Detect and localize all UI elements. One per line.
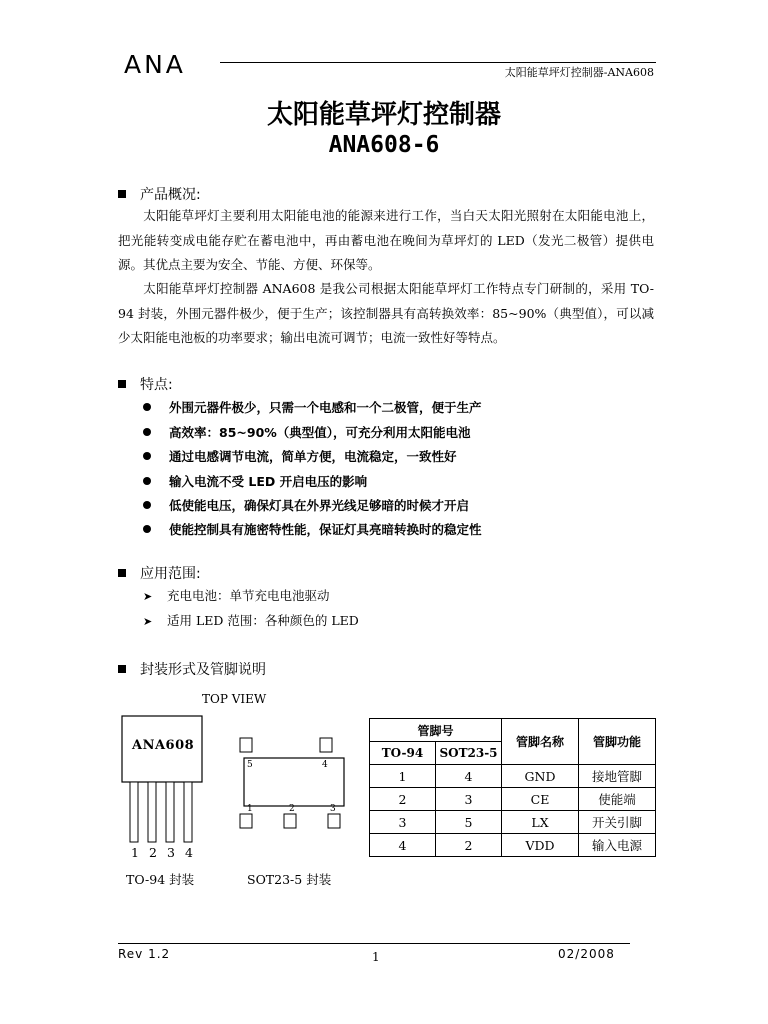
- cell-sot23: 2: [436, 834, 502, 857]
- cell-sot23: 5: [436, 811, 502, 834]
- sot23-body: [244, 758, 344, 806]
- feature-item: 通过电感调节电流，简单方便，电流稳定，一致性好: [143, 447, 457, 465]
- header-doc-ref: 太阳能草坪灯控制器-ANA608: [504, 66, 654, 79]
- feature-item: 低使能电压，确保灯具在外界光线足够暗的时候才开启: [143, 496, 469, 514]
- document-title: 太阳能草坪灯控制器: [266, 100, 501, 130]
- square-bullet-icon: [118, 380, 126, 388]
- sot23-lead: [284, 814, 296, 828]
- feature-item: 外围元器件极少，只需一个电感和一个二极管，便于生产: [143, 398, 482, 416]
- sot23-lead: [240, 738, 252, 752]
- cell-to94: 3: [370, 811, 436, 834]
- bullet-dot-icon: [143, 477, 151, 485]
- cell-pin-name: LX: [502, 811, 579, 834]
- cell-pin-function: 接地管脚: [579, 765, 656, 788]
- cell-pin-function: 开关引脚: [579, 811, 656, 834]
- to94-pin-number: 3: [167, 845, 175, 860]
- to94-caption: TO-94 封装: [126, 872, 195, 887]
- table-header-pin-function: 管脚功能: [579, 719, 656, 765]
- sot23-package-drawing: [232, 730, 352, 842]
- sot23-lead: [328, 814, 340, 828]
- footer-revision: Rev 1.2: [118, 947, 171, 961]
- to94-lead: [184, 782, 192, 842]
- to94-lead: [130, 782, 138, 842]
- bullet-dot-icon: [143, 501, 151, 509]
- table-header-sot23: SOT23-5: [436, 742, 502, 765]
- sot23-pin-label: 2: [289, 804, 295, 814]
- cell-sot23: 3: [436, 788, 502, 811]
- to94-pin-number: 2: [149, 845, 157, 860]
- cell-sot23: 4: [436, 765, 502, 788]
- square-bullet-icon: [118, 665, 126, 673]
- table-header-row: [370, 719, 656, 742]
- table-header-pin-name: 管脚名称: [502, 719, 579, 765]
- application-item: ➤ 充电电池：单节充电电池驱动: [143, 588, 330, 603]
- table-row: [370, 788, 656, 811]
- sot23-pin-label: 5: [247, 760, 253, 770]
- feature-item: 使能控制具有施密特性能，保证灯具亮暗转换时的稳定性: [143, 520, 482, 538]
- cell-pin-name: VDD: [502, 834, 579, 857]
- table-row: [370, 834, 656, 857]
- cell-to94: 1: [370, 765, 436, 788]
- bullet-dot-icon: [143, 452, 151, 460]
- table-row: [370, 765, 656, 788]
- company-logo: ANA: [124, 50, 186, 79]
- section-applications-heading: 应用范围:: [118, 563, 201, 583]
- to94-lead: [148, 782, 156, 842]
- top-view-label: TOP VIEW: [202, 692, 267, 706]
- document-subtitle: ANA608-6: [328, 132, 440, 158]
- sot23-caption: SOT23-5 封装: [247, 872, 332, 887]
- pin-table: [369, 718, 656, 857]
- bullet-dot-icon: [143, 403, 151, 411]
- sot23-pin-label: 1: [247, 804, 253, 814]
- to94-chip-label: ANA608: [132, 738, 195, 753]
- footer-page-number: 1: [372, 950, 380, 964]
- square-bullet-icon: [118, 190, 126, 198]
- feature-item: 高效率：85~90%（典型值），可充分利用太阳能电池: [143, 423, 471, 441]
- header-rule: [220, 62, 656, 63]
- bullet-dot-icon: [143, 525, 151, 533]
- application-item: ➤ 适用 LED 范围：各种颜色的 LED: [143, 613, 359, 628]
- footer-date: 02/2008: [558, 947, 615, 961]
- cell-pin-name: GND: [502, 765, 579, 788]
- to94-lead: [166, 782, 174, 842]
- cell-pin-name: CE: [502, 788, 579, 811]
- table-header-pin-number: 管脚号: [370, 719, 502, 742]
- table-row: [370, 811, 656, 834]
- square-bullet-icon: [118, 569, 126, 577]
- footer-rule: [118, 943, 630, 944]
- cell-pin-function: 输入电源: [579, 834, 656, 857]
- cell-to94: 2: [370, 788, 436, 811]
- sot23-pin-label: 3: [330, 804, 336, 814]
- arrow-bullet-icon: ➤: [143, 590, 153, 603]
- section-package-heading: 封装形式及管脚说明: [118, 659, 266, 679]
- section-overview-heading: 产品概况:: [118, 184, 201, 204]
- cell-to94: 4: [370, 834, 436, 857]
- sot23-lead: [240, 814, 252, 828]
- overview-paragraph-2: 太阳能草坪灯控制器 ANA608 是我公司根据太阳能草坪灯工作特点专门研制的，采用 TO-94 封装，外围元器件极少，便于生产；该控制器具有高转换效率：85~90%（典型值），可以减少太阳能电池板的功率要求；输出电流可调节；电流一致性好等特点。: [118, 281, 654, 345]
- feature-item: 输入电流不受 LED 开启电压的影响: [143, 472, 367, 490]
- arrow-bullet-icon: ➤: [143, 615, 153, 628]
- overview-paragraph-1: 太阳能草坪灯主要利用太阳能电池的能源来进行工作，当白天太阳光照射在太阳能电池上，把光能转变成电能存贮在蓄电池中，再由蓄电池在晚间为草坪灯的 LED（发光二极管）提供电源。其优点主要为安全、节能、方便、环保等。: [118, 208, 654, 272]
- sot23-lead: [320, 738, 332, 752]
- bullet-dot-icon: [143, 428, 151, 436]
- to94-pin-number: 4: [185, 845, 193, 860]
- section-features-heading: 特点:: [118, 374, 173, 394]
- cell-pin-function: 使能端: [579, 788, 656, 811]
- table-header-to94: TO-94: [370, 742, 436, 765]
- sot23-pin-label: 4: [322, 760, 328, 770]
- to94-pin-number: 1: [131, 845, 139, 860]
